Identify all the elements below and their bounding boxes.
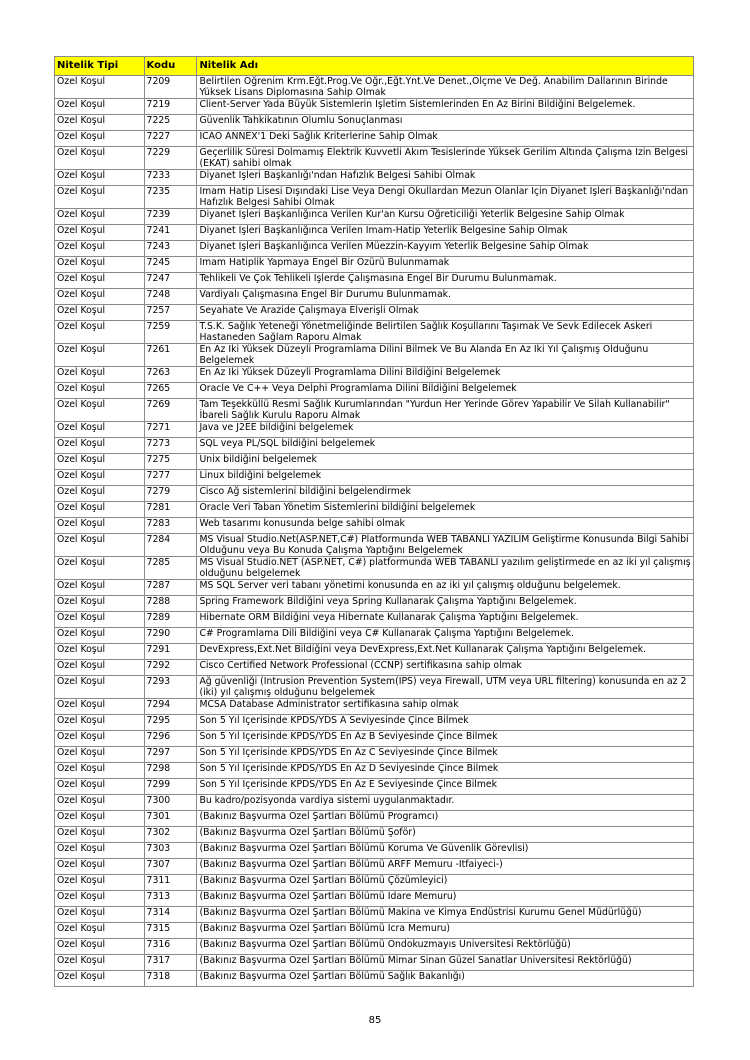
- cell-nitelik-tipi: Özel Koşul: [55, 209, 145, 225]
- table-row: [55, 660, 694, 676]
- cell-nitelik-tipi: Özel Koşul: [55, 257, 145, 273]
- header-nitelik-adi: Nitelik Adı: [197, 57, 694, 76]
- cell-nitelik-adi: Tam Teşekküllü Resmi Sağlık Kurumlarından "Yurdun Her Yerinde Görev Yapabilir Ve Silah Kullanabilir" İbareli Sağlık Kurulu Raporu Almak: [197, 399, 694, 422]
- table-row: [55, 518, 694, 534]
- cell-nitelik-tipi: Özel Koşul: [55, 859, 145, 875]
- cell-kodu: 7248: [144, 289, 197, 305]
- cell-nitelik-tipi: Özel Koşul: [55, 731, 145, 747]
- table-row: [55, 76, 694, 99]
- table-row: [55, 367, 694, 383]
- cell-kodu: 7302: [144, 827, 197, 843]
- cell-kodu: 7292: [144, 660, 197, 676]
- cell-kodu: 7277: [144, 470, 197, 486]
- cell-nitelik-tipi: Özel Koşul: [55, 795, 145, 811]
- table-row: [55, 644, 694, 660]
- cell-kodu: 7314: [144, 907, 197, 923]
- table-row: [55, 763, 694, 779]
- cell-kodu: 7257: [144, 305, 197, 321]
- cell-nitelik-adi: Diyanet İşleri Başkanlığınca Verilen İmam-Hatip Yeterlik Belgesine Sahip Olmak: [197, 225, 694, 241]
- table-row: [55, 209, 694, 225]
- table-row: [55, 438, 694, 454]
- cell-nitelik-adi: SQL veya PL/SQL bildiğini belgelemek: [197, 438, 694, 454]
- cell-nitelik-tipi: Özel Koşul: [55, 534, 145, 557]
- cell-kodu: 7316: [144, 939, 197, 955]
- table-row: [55, 907, 694, 923]
- cell-nitelik-tipi: Özel Koşul: [55, 676, 145, 699]
- cell-kodu: 7263: [144, 367, 197, 383]
- cell-nitelik-adi: MS Visual Studio.Net(ASP.NET,C#) Platformunda WEB TABANLI YAZILIM Geliştirme Konusunda Bilgi Sahibi Olduğunu veya Bu Konuda Çalışma Yaptığını Belgelemek: [197, 534, 694, 557]
- cell-kodu: 7317: [144, 955, 197, 971]
- cell-nitelik-tipi: Özel Koşul: [55, 486, 145, 502]
- cell-kodu: 7229: [144, 147, 197, 170]
- cell-kodu: 7265: [144, 383, 197, 399]
- cell-nitelik-adi: (Bakınız Başvurma Özel Şartları Bölümü Şoför): [197, 827, 694, 843]
- table-row: [55, 225, 694, 241]
- cell-nitelik-tipi: Özel Koşul: [55, 596, 145, 612]
- table-row: [55, 628, 694, 644]
- cell-kodu: 7301: [144, 811, 197, 827]
- cell-nitelik-tipi: Özel Koşul: [55, 843, 145, 859]
- cell-kodu: 7273: [144, 438, 197, 454]
- cell-kodu: 7311: [144, 875, 197, 891]
- cell-nitelik-tipi: Özel Koşul: [55, 502, 145, 518]
- table-row: [55, 891, 694, 907]
- table-row: [55, 875, 694, 891]
- cell-kodu: 7219: [144, 99, 197, 115]
- cell-nitelik-tipi: Özel Koşul: [55, 76, 145, 99]
- cell-nitelik-adi: (Bakınız Başvurma Özel Şartları Bölümü Mimar Sinan Güzel Sanatlar Üniversitesi Rektörlüğü): [197, 955, 694, 971]
- cell-kodu: 7296: [144, 731, 197, 747]
- cell-kodu: 7297: [144, 747, 197, 763]
- cell-nitelik-adi: Geçerlilik Süresi Dolmamış Elektrik Kuvvetli Akım Tesislerinde Yüksek Gerilim Altında Çalışma İzin Belgesi (EKAT) sahibi olmak: [197, 147, 694, 170]
- cell-nitelik-adi: T.S.K. Sağlık Yeteneği Yönetmeliğinde Belirtilen Sağlık Koşullarını Taşımak Ve Sevk Edilecek Askeri Hastaneden Sağlam Raporu Almak: [197, 321, 694, 344]
- table-row: [55, 971, 694, 987]
- cell-kodu: 7227: [144, 131, 197, 147]
- cell-kodu: 7261: [144, 344, 197, 367]
- cell-nitelik-adi: MCSA Database Administrator sertifikasına sahip olmak: [197, 699, 694, 715]
- table-row: [55, 534, 694, 557]
- table-row: [55, 811, 694, 827]
- cell-nitelik-adi: (Bakınız Başvurma Özel Şartları Bölümü Ondokuzmayıs Üniversitesi Rektörlüğü): [197, 939, 694, 955]
- cell-kodu: 7281: [144, 502, 197, 518]
- cell-nitelik-tipi: Özel Koşul: [55, 939, 145, 955]
- table-row: [55, 344, 694, 367]
- cell-nitelik-adi: C# Programlama Dili Bildiğini veya C# Kullanarak Çalışma Yaptığını Belgelemek.: [197, 628, 694, 644]
- cell-nitelik-tipi: Özel Koşul: [55, 225, 145, 241]
- cell-kodu: 7284: [144, 534, 197, 557]
- table-row: [55, 779, 694, 795]
- cell-nitelik-tipi: Özel Koşul: [55, 891, 145, 907]
- table-row: [55, 731, 694, 747]
- table-row: [55, 470, 694, 486]
- table-row: [55, 939, 694, 955]
- cell-nitelik-tipi: Özel Koşul: [55, 399, 145, 422]
- cell-nitelik-tipi: Özel Koşul: [55, 115, 145, 131]
- cell-nitelik-tipi: Özel Koşul: [55, 747, 145, 763]
- table-row: [55, 612, 694, 628]
- table-row: [55, 289, 694, 305]
- cell-nitelik-tipi: Özel Koşul: [55, 241, 145, 257]
- cell-nitelik-tipi: Özel Koşul: [55, 971, 145, 987]
- cell-kodu: 7313: [144, 891, 197, 907]
- cell-nitelik-adi: Seyahate Ve Arazide Çalışmaya Elverişli Olmak: [197, 305, 694, 321]
- cell-kodu: 7235: [144, 186, 197, 209]
- cell-kodu: 7315: [144, 923, 197, 939]
- cell-nitelik-adi: En Az İki Yüksek Düzeyli Programlama Dilini Bilmek Ve Bu Alanda En Az İki Yıl Çalışmış Olduğunu Belgelemek: [197, 344, 694, 367]
- cell-nitelik-adi: ICAO ANNEX'1 Deki Sağlık Kriterlerine Sahip Olmak: [197, 131, 694, 147]
- table-row: [55, 305, 694, 321]
- table-header-row: [55, 57, 694, 76]
- cell-kodu: 7298: [144, 763, 197, 779]
- page-number: 85: [368, 1015, 382, 1026]
- table-row: [55, 99, 694, 115]
- cell-nitelik-tipi: Özel Koşul: [55, 383, 145, 399]
- cell-nitelik-tipi: Özel Koşul: [55, 170, 145, 186]
- table-row: [55, 502, 694, 518]
- table-row: [55, 676, 694, 699]
- cell-kodu: 7289: [144, 612, 197, 628]
- table-row: [55, 422, 694, 438]
- cell-nitelik-adi: (Bakınız Başvurma Özel Şartları Bölümü Sağlık Bakanlığı): [197, 971, 694, 987]
- table-body: [55, 76, 694, 987]
- cell-nitelik-tipi: Özel Koşul: [55, 875, 145, 891]
- cell-nitelik-tipi: Özel Koşul: [55, 955, 145, 971]
- cell-nitelik-adi: Son 5 Yıl İçerisinde KPDS/YDS En Az D Seviyesinde Çince Bilmek: [197, 763, 694, 779]
- cell-nitelik-adi: Oracle Ve C++ Veya Delphi Programlama Dilini Bildiğini Belgelemek: [197, 383, 694, 399]
- cell-nitelik-tipi: Özel Koşul: [55, 644, 145, 660]
- cell-nitelik-tipi: Özel Koşul: [55, 321, 145, 344]
- cell-nitelik-adi: Cisco Ağ sistemlerini bildiğini belgelendirmek: [197, 486, 694, 502]
- cell-kodu: 7243: [144, 241, 197, 257]
- cell-nitelik-tipi: Özel Koşul: [55, 612, 145, 628]
- table-row: [55, 186, 694, 209]
- cell-nitelik-adi: MS Visual Studio.NET (ASP.NET, C#) platformunda WEB TABANLI yazılım geliştirmede en az iki yıl çalışmış olduğunu belgelemek: [197, 557, 694, 580]
- cell-kodu: 7225: [144, 115, 197, 131]
- cell-nitelik-adi: Tehlikeli Ve Çok Tehlikeli İşlerde Çalışmasına Engel Bir Durumu Bulunmamak.: [197, 273, 694, 289]
- cell-kodu: 7285: [144, 557, 197, 580]
- cell-nitelik-tipi: Özel Koşul: [55, 811, 145, 827]
- cell-nitelik-tipi: Özel Koşul: [55, 186, 145, 209]
- table-row: [55, 131, 694, 147]
- table-row: [55, 923, 694, 939]
- cell-kodu: 7247: [144, 273, 197, 289]
- cell-nitelik-adi: Cisco Certified Network Professional (CCNP) sertifikasına sahip olmak: [197, 660, 694, 676]
- table-row: [55, 486, 694, 502]
- cell-nitelik-adi: DevExpress,Ext.Net Bildiğini veya DevExpress,Ext.Net Kullanarak Çalışma Yaptığını Belgelemek.: [197, 644, 694, 660]
- cell-nitelik-tipi: Özel Koşul: [55, 628, 145, 644]
- cell-nitelik-adi: Web tasarımı konusunda belge sahibi olmak: [197, 518, 694, 534]
- table-row: [55, 241, 694, 257]
- cell-nitelik-adi: Oracle Veri Taban Yönetim Sistemlerini bildiğini belgelemek: [197, 502, 694, 518]
- table-row: [55, 699, 694, 715]
- cell-nitelik-adi: Hibernate ORM Bildiğini veya Hibernate Kullanarak Çalışma Yaptığını Belgelemek.: [197, 612, 694, 628]
- cell-nitelik-adi: Son 5 Yıl İçerisinde KPDS/YDS En Az C Seviyesinde Çince Bilmek: [197, 747, 694, 763]
- cell-nitelik-tipi: Özel Koşul: [55, 99, 145, 115]
- table-row: [55, 596, 694, 612]
- cell-nitelik-tipi: Özel Koşul: [55, 305, 145, 321]
- cell-nitelik-tipi: Özel Koşul: [55, 779, 145, 795]
- cell-kodu: 7241: [144, 225, 197, 241]
- header-nitelik-tipi: Nitelik Tipi: [55, 57, 145, 76]
- cell-kodu: 7239: [144, 209, 197, 225]
- table-row: [55, 170, 694, 186]
- cell-nitelik-adi: Ağ güvenliği (Intrusion Prevention System(IPS) veya Firewall, UTM veya URL filtering) konusunda en az 2 (iki) yıl çalışmış olduğunu belgelemek: [197, 676, 694, 699]
- table-row: [55, 795, 694, 811]
- cell-kodu: 7287: [144, 580, 197, 596]
- cell-kodu: 7303: [144, 843, 197, 859]
- cell-kodu: 7307: [144, 859, 197, 875]
- cell-nitelik-tipi: Özel Koşul: [55, 580, 145, 596]
- cell-nitelik-adi: Son 5 Yıl İçerisinde KPDS/YDS A Seviyesinde Çince Bilmek: [197, 715, 694, 731]
- cell-kodu: 7283: [144, 518, 197, 534]
- table-row: [55, 257, 694, 273]
- cell-kodu: 7291: [144, 644, 197, 660]
- cell-nitelik-tipi: Özel Koşul: [55, 147, 145, 170]
- cell-nitelik-tipi: Özel Koşul: [55, 344, 145, 367]
- table-row: [55, 115, 694, 131]
- cell-nitelik-adi: (Bakınız Başvurma Özel Şartları Bölümü Programcı): [197, 811, 694, 827]
- table-row: [55, 955, 694, 971]
- table-row: [55, 747, 694, 763]
- cell-nitelik-tipi: Özel Koşul: [55, 660, 145, 676]
- cell-nitelik-adi: (Bakınız Başvurma Özel Şartları Bölümü ARFF Memuru -İtfaiyeci-): [197, 859, 694, 875]
- cell-nitelik-tipi: Özel Koşul: [55, 923, 145, 939]
- table-row: [55, 383, 694, 399]
- cell-kodu: 7233: [144, 170, 197, 186]
- cell-nitelik-tipi: Özel Koşul: [55, 438, 145, 454]
- cell-kodu: 7318: [144, 971, 197, 987]
- table-row: [55, 557, 694, 580]
- table-row: [55, 859, 694, 875]
- cell-nitelik-adi: (Bakınız Başvurma Özel Şartları Bölümü İdare Memuru): [197, 891, 694, 907]
- table-row: [55, 147, 694, 170]
- cell-nitelik-adi: Bu kadro/pozisyonda vardiya sistemi uygulanmaktadır.: [197, 795, 694, 811]
- cell-nitelik-adi: İmam Hatip Lisesi Dışındaki Lise Veya Dengi Okullardan Mezun Olanlar İçin Diyanet İşleri Başkanlığı'ndan Hafızlık Belgesi Sahibi Olmak: [197, 186, 694, 209]
- table-row: [55, 321, 694, 344]
- cell-kodu: 7300: [144, 795, 197, 811]
- cell-nitelik-adi: Güvenlik Tahkikatının Olumlu Sonuçlanması: [197, 115, 694, 131]
- cell-nitelik-adi: (Bakınız Başvurma Özel Şartları Bölümü Çözümleyici): [197, 875, 694, 891]
- cell-kodu: 7288: [144, 596, 197, 612]
- cell-nitelik-adi: Spring Framework Bildiğini veya Spring Kullanarak Çalışma Yaptığını Belgelemek.: [197, 596, 694, 612]
- cell-nitelik-tipi: Özel Koşul: [55, 715, 145, 731]
- cell-nitelik-adi: En Az İki Yüksek Düzeyli Programlama Dilini Bildiğini Belgelemek: [197, 367, 694, 383]
- cell-nitelik-tipi: Özel Koşul: [55, 763, 145, 779]
- cell-nitelik-adi: Diyanet İşleri Başkanlığı'ndan Hafızlık Belgesi Sahibi Olmak: [197, 170, 694, 186]
- cell-nitelik-tipi: Özel Koşul: [55, 367, 145, 383]
- cell-nitelik-tipi: Özel Koşul: [55, 518, 145, 534]
- cell-nitelik-adi: (Bakınız Başvurma Özel Şartları Bölümü Koruma Ve Güvenlik Görevlisi): [197, 843, 694, 859]
- cell-kodu: 7290: [144, 628, 197, 644]
- cell-kodu: 7293: [144, 676, 197, 699]
- cell-nitelik-tipi: Özel Koşul: [55, 454, 145, 470]
- cell-nitelik-adi: Son 5 Yıl İçerisinde KPDS/YDS En Az B Seviyesinde Çince Bilmek: [197, 731, 694, 747]
- cell-nitelik-adi: Son 5 Yıl İçerisinde KPDS/YDS En Az E Seviyesinde Çince Bilmek: [197, 779, 694, 795]
- table-row: [55, 454, 694, 470]
- cell-kodu: 7275: [144, 454, 197, 470]
- cell-nitelik-adi: Belirtilen Öğrenim Krm.Eğt.Prog.Ve Öğr.,Eğt.Ynt.Ve Denet.,Ölçme Ve Değ. Anabilim Dallarının Birinde Yüksek Lisans Diplomasına Sahip Olmak: [197, 76, 694, 99]
- cell-nitelik-adi: (Bakınız Başvurma Özel Şartları Bölümü Makina ve Kimya Endüstrisi Kurumu Genel Müdürlüğü): [197, 907, 694, 923]
- cell-kodu: 7295: [144, 715, 197, 731]
- cell-nitelik-tipi: Özel Koşul: [55, 422, 145, 438]
- table-row: [55, 827, 694, 843]
- cell-nitelik-adi: Linux bildiğini belgelemek: [197, 470, 694, 486]
- cell-kodu: 7209: [144, 76, 197, 99]
- cell-nitelik-adi: Unix bildiğini belgelemek: [197, 454, 694, 470]
- qualification-table: [54, 56, 694, 987]
- cell-nitelik-adi: Client-Server Yada Büyük Sistemlerin İşletim Sistemlerinden En Az Birini Bildiğini Belgelemek.: [197, 99, 694, 115]
- cell-kodu: 7245: [144, 257, 197, 273]
- table-row: [55, 843, 694, 859]
- cell-nitelik-tipi: Özel Koşul: [55, 273, 145, 289]
- cell-kodu: 7259: [144, 321, 197, 344]
- cell-nitelik-adi: MS SQL Server veri tabanı yönetimi konusunda en az iki yıl çalışmış olduğunu belgelemek.: [197, 580, 694, 596]
- cell-nitelik-tipi: Özel Koşul: [55, 699, 145, 715]
- cell-nitelik-tipi: Özel Koşul: [55, 827, 145, 843]
- cell-nitelik-tipi: Özel Koşul: [55, 289, 145, 305]
- cell-kodu: 7294: [144, 699, 197, 715]
- table-row: [55, 399, 694, 422]
- cell-nitelik-adi: İmam Hatiplik Yapmaya Engel Bir Özürü Bulunmamak: [197, 257, 694, 273]
- table-row: [55, 580, 694, 596]
- table-row: [55, 715, 694, 731]
- header-kodu: Kodu: [144, 57, 197, 76]
- cell-nitelik-tipi: Özel Koşul: [55, 470, 145, 486]
- cell-kodu: 7279: [144, 486, 197, 502]
- cell-kodu: 7299: [144, 779, 197, 795]
- cell-kodu: 7269: [144, 399, 197, 422]
- table-row: [55, 273, 694, 289]
- cell-nitelik-adi: Diyanet İşleri Başkanlığınca Verilen Kur'an Kursu Öğreticiliği Yeterlik Belgesine Sahip Olmak: [197, 209, 694, 225]
- cell-kodu: 7271: [144, 422, 197, 438]
- cell-nitelik-tipi: Özel Koşul: [55, 131, 145, 147]
- cell-nitelik-adi: Diyanet İşleri Başkanlığınca Verilen Müezzin-Kayyım Yeterlik Belgesine Sahip Olmak: [197, 241, 694, 257]
- cell-nitelik-adi: Java ve J2EE bildiğini belgelemek: [197, 422, 694, 438]
- cell-nitelik-adi: (Bakınız Başvurma Özel Şartları Bölümü İcra Memuru): [197, 923, 694, 939]
- cell-nitelik-adi: Vardiyalı Çalışmasına Engel Bir Durumu Bulunmamak.: [197, 289, 694, 305]
- cell-nitelik-tipi: Özel Koşul: [55, 557, 145, 580]
- cell-nitelik-tipi: Özel Koşul: [55, 907, 145, 923]
